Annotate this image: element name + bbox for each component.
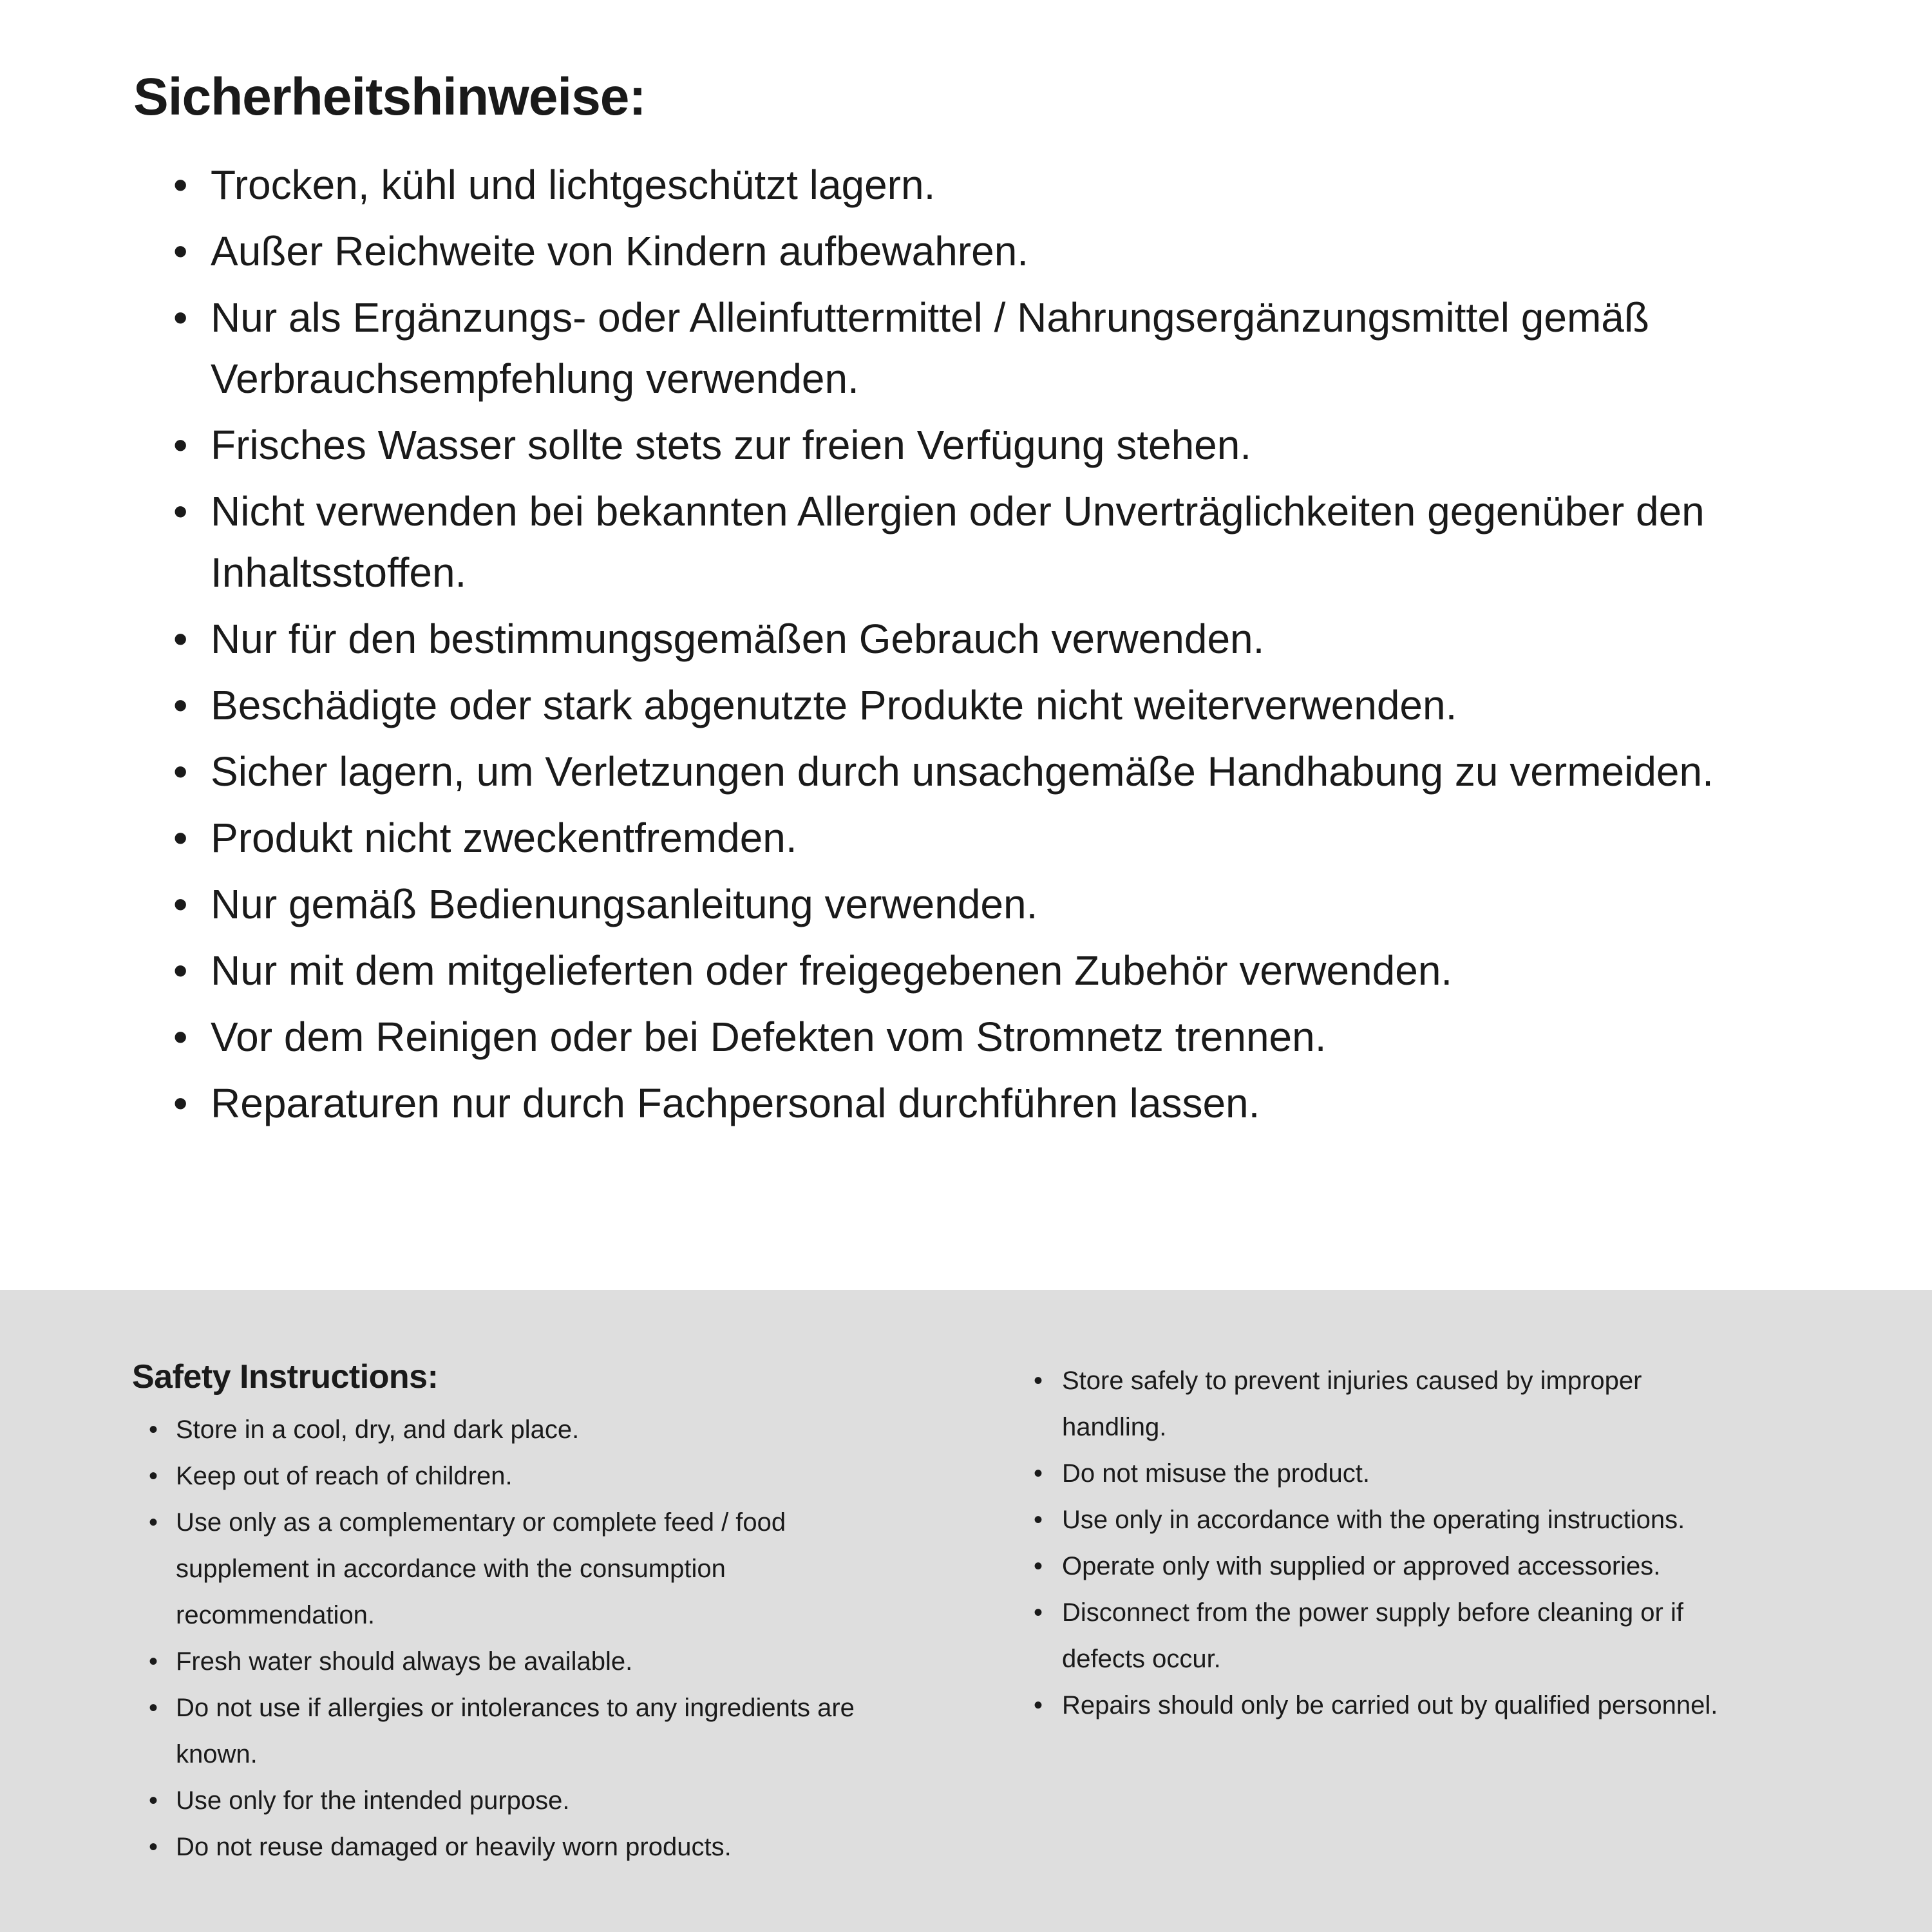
english-bullet-item: • Repairs should only be carried out by qualified personnel.: [1034, 1682, 1738, 1728]
english-bullet-item: • Store in a cool, dry, and dark place.: [149, 1406, 884, 1453]
english-bullet-item: • Use only for the intended purpose.: [149, 1777, 884, 1824]
english-bullet-item: • Use only in accordance with the operating instructions.: [1034, 1497, 1738, 1543]
english-section: [0, 1290, 1932, 1932]
german-bullet-item: • Nur für den bestimmungsgemäßen Gebrauch verwenden.: [173, 609, 1835, 670]
german-bullet-item: • Nur gemäß Bedienungsanleitung verwenden.: [173, 874, 1835, 935]
german-bullet-item: • Nur als Ergänzungs- oder Alleinfuttermittel / Nahrungsergänzungsmittel gemäß Verbrauchsempfehlung verwenden.: [173, 287, 1835, 410]
english-bullet-item: • Fresh water should always be available.: [149, 1638, 884, 1685]
german-bullet-item: • Vor dem Reinigen oder bei Defekten vom Stromnetz trennen.: [173, 1007, 1835, 1068]
german-bullet-item: • Reparaturen nur durch Fachpersonal durchführen lassen.: [173, 1073, 1835, 1134]
german-bullet-list: [173, 155, 1835, 1134]
german-bullet-item: • Trocken, kühl und lichtgeschützt lagern.: [173, 155, 1835, 216]
english-right-bullet-list: [1034, 1358, 1738, 1728]
german-bullet-item: • Sicher lagern, um Verletzungen durch unsachgemäße Handhabung zu vermeiden.: [173, 741, 1835, 802]
english-bullet-item: • Do not misuse the product.: [1034, 1450, 1738, 1497]
english-bullet-item: • Keep out of reach of children.: [149, 1453, 884, 1499]
english-bullet-item: • Do not use if allergies or intolerances to any ingredients are known.: [149, 1685, 884, 1777]
english-bullet-item: • Disconnect from the power supply before cleaning or if defects occur.: [1034, 1589, 1738, 1682]
german-bullet-item: • Frisches Wasser sollte stets zur freien Verfügung stehen.: [173, 415, 1835, 476]
english-bullet-item: • Use only as a complementary or complete feed / food supplement in accordance with the consumption recommendation.: [149, 1499, 884, 1638]
german-bullet-item: • Produkt nicht zweckentfremden.: [173, 808, 1835, 869]
english-bullet-item: • Operate only with supplied or approved accessories.: [1034, 1543, 1738, 1589]
english-bullet-item: • Do not reuse damaged or heavily worn products.: [149, 1824, 884, 1870]
english-title: Safety Instructions:: [132, 1358, 439, 1396]
english-bullet-item: • Store safely to prevent injuries caused by improper handling.: [1034, 1358, 1738, 1450]
german-bullet-item: • Beschädigte oder stark abgenutzte Produkte nicht weiterverwenden.: [173, 675, 1835, 736]
german-bullet-item: • Nicht verwenden bei bekannten Allergien oder Unverträglichkeiten gegenüber den Inhaltsstoffen.: [173, 481, 1835, 603]
english-left-column: [132, 1358, 976, 1932]
english-right-column: [1034, 1358, 1868, 1932]
german-bullet-item: • Nur mit dem mitgelieferten oder freigegebenen Zubehör verwenden.: [173, 940, 1835, 1001]
german-bullet-item: • Außer Reichweite von Kindern aufbewahren.: [173, 221, 1835, 282]
english-left-bullet-list: [149, 1406, 884, 1870]
german-title: Sicherheitshinweise:: [133, 68, 646, 126]
